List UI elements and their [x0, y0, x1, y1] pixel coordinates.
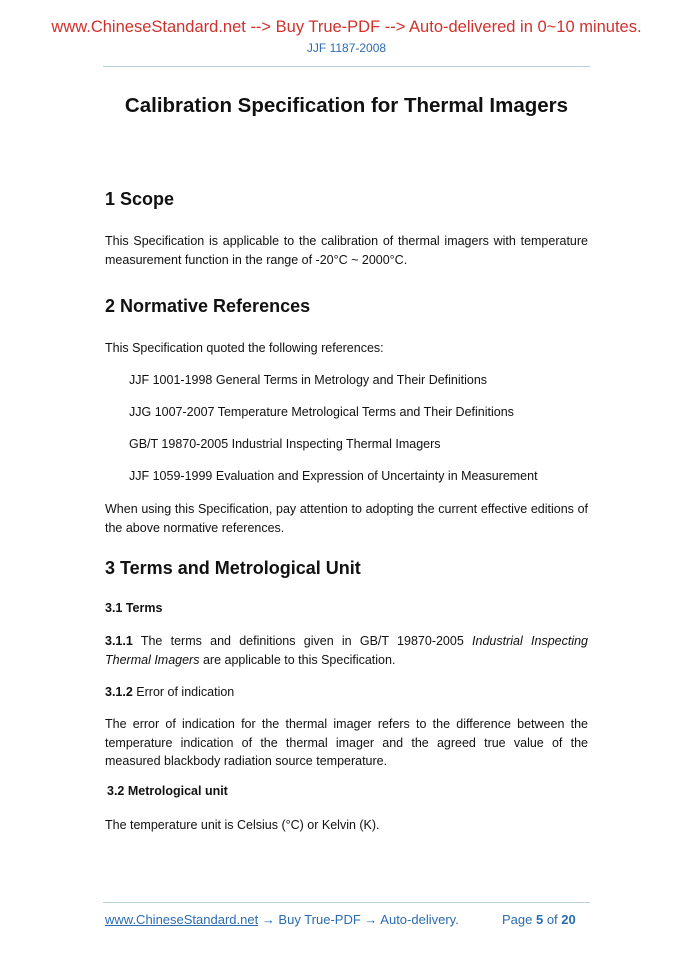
- emphasis-title: Industrial Inspecting Thermal Imagers: [105, 634, 588, 667]
- clause-number: 3.1.1: [105, 634, 133, 648]
- paragraph: The error of indication for the thermal imager refers to the difference between the temperature indication of the thermal imager and the agreed true value of the measured blackbody radiation source temperature.: [105, 717, 588, 768]
- footer-text: → Buy True-PDF → Auto-delivery.: [258, 912, 459, 927]
- text: are applicable to this Specification.: [199, 652, 396, 667]
- reference-item: JJG 1007-2007 Temperature Metrological Terms and Their Definitions: [129, 405, 514, 419]
- page-label: Page: [502, 912, 536, 927]
- section-heading: 2 Normative References: [105, 296, 311, 316]
- header-divider: [103, 66, 590, 67]
- paragraph: When using this Specification, pay attention to adopting the current effective editions of the above normative references.: [105, 502, 588, 535]
- paragraph: [105, 632, 588, 669]
- clause-number: 3.1.2: [105, 685, 133, 699]
- footer-divider: [103, 902, 590, 903]
- page-number: 5: [535, 912, 544, 927]
- page-total: 20: [561, 912, 576, 927]
- reference-item: JJF 1059-1999 Evaluation and Expression of Uncertainty in Measurement: [129, 469, 538, 483]
- subsection-heading: 3.2 Metrological unit: [107, 784, 228, 798]
- text: The terms and definitions given in GB/T 19870-2005: [132, 634, 473, 648]
- standard-code: JJF 1187-2008: [306, 41, 387, 55]
- paragraph: [105, 683, 588, 702]
- subsection-heading: 3.1 Terms: [105, 601, 163, 615]
- page-title: Calibration Specification for Thermal Imagers: [124, 94, 569, 117]
- section-heading: 1 Scope: [105, 189, 175, 209]
- paragraph: This Specification is applicable to the calibration of thermal imagers with temperature measurement function in the range of -20°C ~ 2000°C.: [105, 234, 588, 267]
- banner-text: www.ChineseStandard.net --> Buy True-PDF --> Auto-delivered in 0~10 minutes.: [51, 18, 642, 36]
- footer-left: [105, 912, 459, 927]
- paragraph: The temperature unit is Celsius (°C) or Kelvin (K).: [105, 818, 380, 832]
- of-label: of: [543, 912, 562, 927]
- reference-item: JJF 1001-1998 General Terms in Metrology and Their Definitions: [129, 373, 488, 387]
- paragraph: This Specification quoted the following references:: [105, 341, 384, 355]
- section-heading: 3 Terms and Metrological Unit: [105, 558, 361, 578]
- website-link[interactable]: www.ChineseStandard.net: [105, 912, 259, 927]
- page-indicator: [502, 912, 576, 927]
- reference-item: GB/T 19870-2005 Industrial Inspecting Thermal Imagers: [129, 437, 441, 451]
- text: Error of indication: [132, 685, 235, 699]
